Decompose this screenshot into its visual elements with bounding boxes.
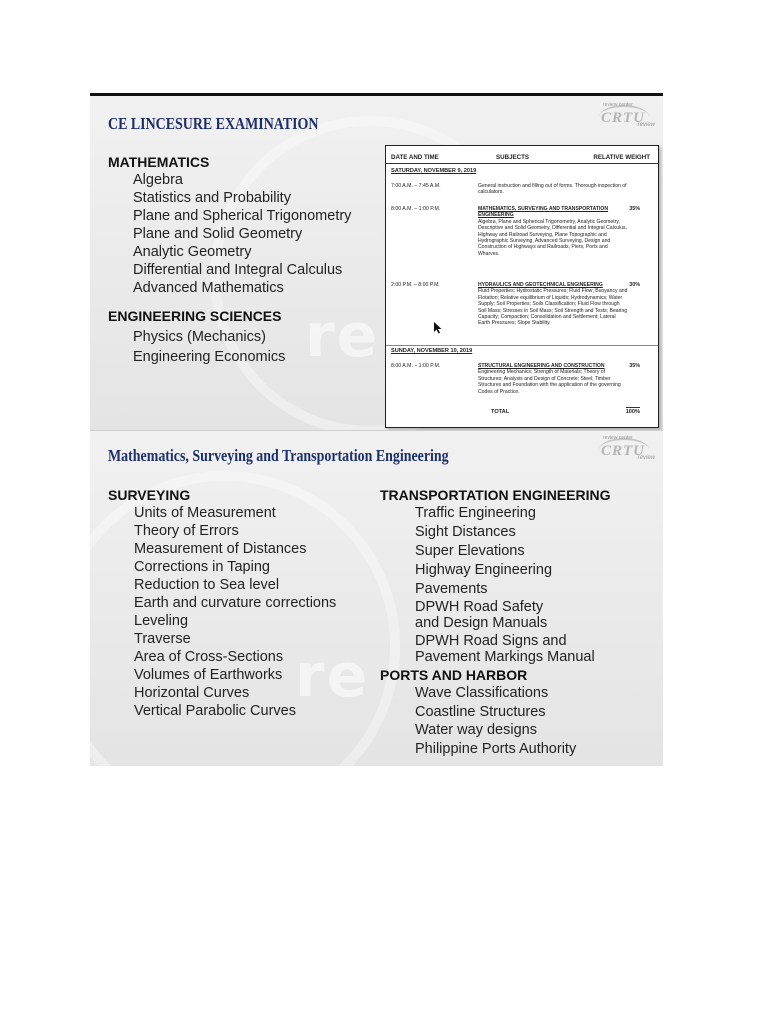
math-item: Plane and Solid Geometry: [133, 226, 303, 242]
slide-title: Mathematics, Surveying and Transportation Engineering: [108, 446, 449, 465]
engineering-sciences-heading: ENGINEERING SCIENCES: [108, 308, 282, 324]
surveying-item: Leveling: [134, 613, 189, 629]
schedule-weight: 35%: [629, 363, 640, 369]
ports-item: Water way designs: [415, 722, 537, 738]
transportation-heading: TRANSPORTATION ENGINEERING: [380, 487, 611, 503]
surveying-item: Earth and curvature corrections: [134, 595, 337, 611]
ports-item: Wave Classifications: [415, 685, 549, 701]
transportation-item: DPWH Road Signs and: [415, 633, 567, 649]
total-value: 100%: [625, 409, 640, 415]
schedule-weight: 30%: [629, 282, 640, 288]
surveying-item: Vertical Parabolic Curves: [134, 703, 296, 719]
schedule-time: 7:00 A.M. – 7:45 A.M.: [391, 183, 441, 189]
surveying-heading: SURVEYING: [108, 487, 191, 503]
surveying-item: Traverse: [134, 631, 191, 647]
header-relative-weight: RELATIVE WEIGHT: [593, 154, 650, 161]
ports-harbor-heading: PORTS AND HARBOR: [380, 667, 528, 683]
math-item: Advanced Mathematics: [133, 280, 284, 296]
schedule-subject: General instruction and filling out of forms. Thorough inspection of calculators.: [478, 183, 627, 196]
mathematics-heading: MATHEMATICS: [108, 154, 210, 170]
exam-schedule-table: [385, 145, 659, 428]
surveying-item: Units of Measurement: [134, 505, 276, 521]
header-subjects: SUBJECTS: [496, 154, 530, 161]
transportation-item: Traffic Engineering: [415, 505, 536, 521]
math-item: Algebra: [133, 172, 183, 188]
watermark-text: re: [305, 301, 380, 371]
header-divider: [386, 163, 658, 164]
schedule-time: 8:00 A.M. – 1:00 P.M.: [391, 206, 441, 212]
ports-item: Coastline Structures: [415, 704, 546, 720]
surveying-item: Reduction to Sea level: [134, 577, 280, 593]
math-item: Differential and Integral Calculus: [133, 262, 343, 278]
surveying-item: Corrections in Taping: [134, 559, 270, 575]
surveying-item: Horizontal Curves: [134, 685, 250, 701]
watermark-text: re: [295, 641, 370, 711]
slide-math-surveying-transportation: [90, 430, 663, 766]
math-item: Plane and Spherical Trigonometry: [133, 208, 352, 224]
surveying-item: Area of Cross-Sections: [134, 649, 284, 665]
schedule-subject: MATHEMATICS, SURVEYING AND TRANSPORTATION ENGINEERING Algebra, Plane and Spherical Trigonometry, Analytic Geometry, Descriptive and Solid Geometry, Differential and Integral Calculus, Highway and Railroad Surveying, Plane Topographic and Hydrographic Surveying, Advanced Surveying, Design and Construction of Highways and Railroads, Piers, Ports and Wharves.: [478, 206, 628, 257]
transportation-item: Highway Engineering: [415, 562, 553, 578]
schedule-time: 8:00 A.M. – 1:00 P.M.: [391, 363, 441, 369]
schedule-subject: HYDRAULICS AND GEOTECHNICAL ENGINEERING Fluid Properties; Hydrostatic Pressures; Fluid Flow; Buoyancy and Flotation; Relative equilibrium of Liquids; Hydrodynamics; Water Supply; Soil Properties; Soils Classification; Fluid Flow through Soil Mass; Stresses in Soil Mass; Soil Strength and Tests; Bearing Capacity; Compaction; Consolidation and Settlement; Lateral Earth Pressures; Slope Stability.: [478, 282, 628, 327]
transportation-item: Super Elevations: [415, 543, 525, 559]
ports-item: Philippine Ports Authority: [415, 741, 577, 757]
transportation-item: Pavements: [415, 581, 488, 597]
mouse-cursor-icon: [434, 322, 442, 334]
schedule-subject: STRUCTURAL ENGINEERING AND CONSTRUCTION Engineering Mechanics; Strength of Materials; Theory of Structures; Analysis and Design of Concrete; Steel; Timber Structures and Foundation with the application of the governing Codes of Practice.: [478, 363, 621, 395]
surveying-item: Measurement of Distances: [134, 541, 307, 557]
review-center-logo: review center CRTU review: [601, 435, 655, 461]
header-date-time: DATE AND TIME: [391, 154, 439, 161]
day-sunday: SUNDAY, NOVEMBER 10, 2019: [391, 348, 473, 354]
eng-sci-item: Physics (Mechanics): [133, 329, 266, 345]
schedule-time: 2:00 P.M. – 8:00 P.M.: [391, 282, 440, 288]
slide-ce-licensure-examination: [90, 93, 663, 433]
slide-title: CE LINCESURE EXAMINATION: [108, 114, 319, 133]
day-saturday: SATURDAY, NOVEMBER 9, 2019: [391, 168, 477, 174]
total-label: TOTAL: [491, 409, 510, 415]
day-divider: [386, 345, 658, 346]
transportation-item: Sight Distances: [415, 524, 516, 540]
transportation-item: and Design Manuals: [415, 615, 548, 631]
math-item: Statistics and Probability: [133, 190, 291, 206]
surveying-item: Volumes of Earthworks: [134, 667, 283, 683]
math-item: Analytic Geometry: [133, 244, 252, 260]
schedule-weight: 35%: [629, 206, 640, 212]
review-center-logo: review center CRTU review: [601, 102, 655, 128]
surveying-item: Theory of Errors: [134, 523, 239, 539]
transportation-item: Pavement Markings Manual: [415, 649, 595, 665]
transportation-item: DPWH Road Safety: [415, 599, 544, 615]
eng-sci-item: Engineering Economics: [133, 349, 286, 365]
